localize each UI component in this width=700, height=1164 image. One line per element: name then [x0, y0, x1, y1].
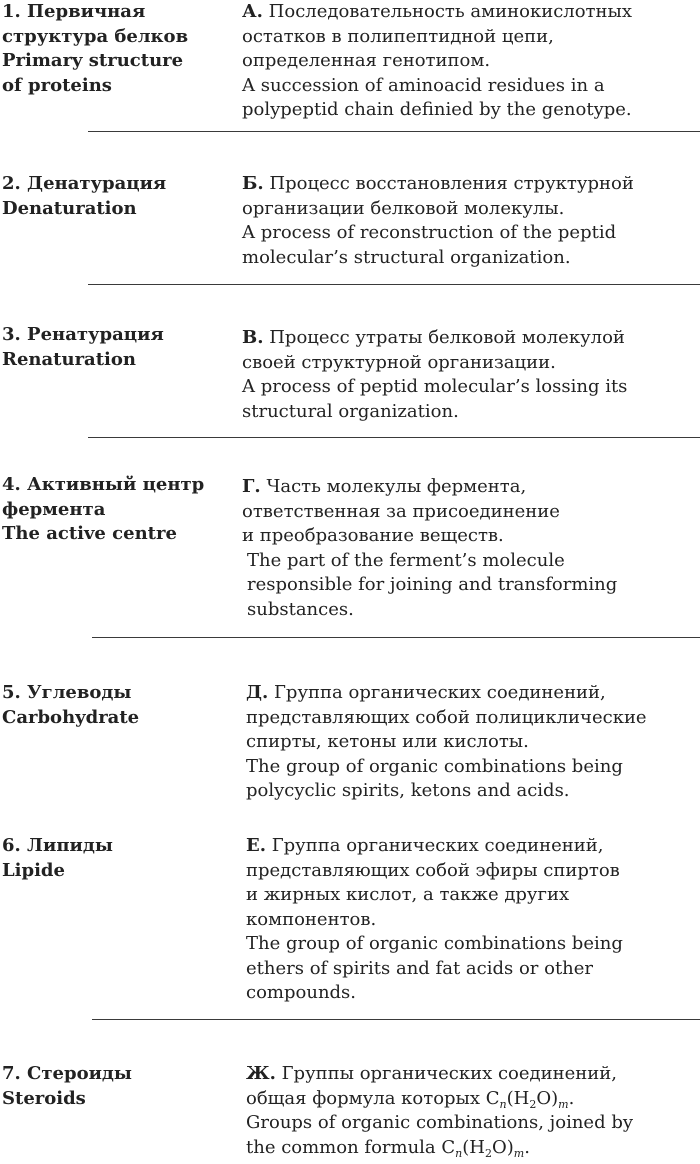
definition-d — [246, 681, 700, 804]
definition-letter: Е. — [246, 835, 266, 856]
term-3 — [2, 323, 234, 372]
formula-sub-2: 2 — [529, 1097, 537, 1111]
term-4-ru-line: 4. Активный центр — [2, 474, 205, 495]
term-2 — [2, 172, 234, 221]
formula-sub-n: n — [499, 1097, 507, 1111]
term-5-en-line: Carbohydrate — [2, 706, 140, 728]
definition-d-ru-line: представляющих собой полициклические — [246, 706, 647, 728]
definition-d-en-line: The group of organic combinations being — [246, 755, 623, 777]
formula-sub-m: m — [558, 1097, 569, 1111]
definition-v-en-line: A process of peptid molecular’s lossing its — [242, 376, 628, 397]
definition-letter: В. — [242, 327, 264, 348]
formula-part: (H — [506, 1087, 530, 1109]
definition-v-ru-line: своей структурной организации. — [242, 351, 556, 373]
definition-letter: Г. — [242, 476, 261, 497]
definition-letter: А. — [242, 1, 263, 22]
term-7 — [2, 1062, 234, 1111]
definition-a-ru-line: определенная генотипом. — [242, 50, 491, 71]
formula-sub-2: 2 — [484, 1146, 492, 1160]
definition-g-en-line: responsible for joining and transforming — [247, 574, 618, 595]
divider-line — [88, 437, 700, 438]
term-3-ru-line: 3. Ренатурация — [2, 324, 164, 345]
term-2-ru-line: 2. Денатурация — [2, 173, 167, 194]
definition-e-en-line: The group of organic combinations being — [246, 933, 623, 954]
formula-part: O) — [491, 1136, 514, 1158]
term-1-ru-line: структура белков — [2, 25, 189, 47]
formula-sub-m: m — [513, 1146, 525, 1160]
definition-e-en-line: compounds. — [246, 982, 357, 1003]
term-5-ru-line: 5. Углеводы — [2, 682, 132, 703]
term-1-en-line: of proteins — [2, 74, 112, 96]
definition-a-en-line: A succession of aminoacid residues in a — [242, 74, 605, 96]
definition-zh-ru-line: общая формула которых C — [246, 1087, 500, 1109]
definition-e-en-line: ethers of spirits and fat acids or other — [246, 957, 594, 979]
definition-a-en-line: polypeptid chain definied by the genotype. — [242, 99, 632, 120]
term-5 — [2, 681, 234, 730]
definition-g-ru-line: ответственная за присоединение — [242, 500, 560, 522]
term-1 — [2, 0, 234, 98]
definition-b-en-line: molecular’s structural organization. — [242, 246, 571, 268]
definition-zh — [246, 1062, 700, 1160]
term-7-en-line: Steroids — [2, 1087, 86, 1109]
definition-e-ru-line: Группа органических соединений, — [271, 835, 604, 856]
formula-end: . — [568, 1087, 575, 1109]
term-1-en-line: Primary structure — [2, 50, 184, 71]
definition-b-en-line: A process of reconstruction of the peptid — [242, 222, 617, 243]
formula-line-ru — [246, 1087, 700, 1112]
definition-g-ru-line: и преобразование веществ. — [242, 525, 504, 546]
formula-sub-n: n — [455, 1146, 463, 1160]
definition-b-ru-line: Процесс восстановления структурной — [269, 173, 634, 194]
term-4-ru-line: фермента — [2, 498, 106, 520]
term-6-en-line: Lipide — [2, 859, 65, 881]
definition-e-ru-line: представляющих собой эфиры спиртов — [246, 859, 620, 881]
term-6 — [2, 834, 234, 883]
divider-line — [88, 284, 700, 285]
definition-v-en-line: structural organization. — [242, 400, 459, 422]
definition-e — [246, 834, 700, 1006]
divider-line — [92, 637, 700, 638]
term-4 — [2, 473, 234, 547]
formula-part: O) — [536, 1087, 559, 1109]
definition-a — [242, 0, 698, 123]
definition-letter: Б. — [242, 173, 264, 194]
term-4-en-line: The active centre — [2, 523, 177, 544]
term-6-ru-line: 6. Липиды — [2, 835, 113, 856]
definition-b — [242, 172, 698, 270]
term-7-ru-line: 7. Стероиды — [2, 1063, 132, 1084]
definition-g-ru-line: Часть молекулы фермента, — [266, 476, 527, 497]
definition-d-en-line: polycyclic spirits, ketons and acids. — [246, 780, 570, 801]
term-3-en-line: Renaturation — [2, 348, 136, 370]
formula-end: . — [524, 1136, 530, 1158]
definition-b-ru-line: организации белковой молекулы. — [242, 197, 565, 219]
definition-zh-ru-line: Группы органических соединений, — [281, 1063, 617, 1084]
definition-zh-en-line: the common formula C — [246, 1136, 456, 1158]
divider-line — [88, 131, 700, 132]
definition-e-ru-line: и жирных кислот, а также других — [246, 884, 570, 905]
formula-part: (H — [462, 1136, 485, 1158]
formula-line-en — [246, 1136, 700, 1161]
definition-g-en-line: substances. — [247, 598, 354, 620]
definition-a-ru-line: остатков в полипептидной цепи, — [242, 25, 554, 47]
definition-letter: Д. — [246, 682, 269, 703]
divider-line — [92, 1019, 700, 1020]
term-1-ru-line: 1. Первичная — [2, 1, 146, 22]
definition-d-ru-line: Группа органических соединений, — [274, 682, 606, 703]
definition-zh-en-line: Groups of organic combinations, joined by — [246, 1112, 634, 1133]
definition-v — [242, 326, 698, 424]
definition-letter: Ж. — [246, 1063, 276, 1084]
definition-d-ru-line: спирты, кетоны или кислоты. — [246, 731, 529, 752]
definition-a-ru-line: Последовательность аминокислотных — [268, 1, 632, 22]
definition-e-ru-line: компонентов. — [246, 908, 377, 930]
definition-g-en-line: The part of the ferment’s molecule — [247, 549, 565, 571]
definition-v-ru-line: Процесс утраты белковой молекулой — [269, 327, 625, 348]
term-2-en-line: Denaturation — [2, 197, 137, 219]
definition-g — [242, 475, 698, 622]
